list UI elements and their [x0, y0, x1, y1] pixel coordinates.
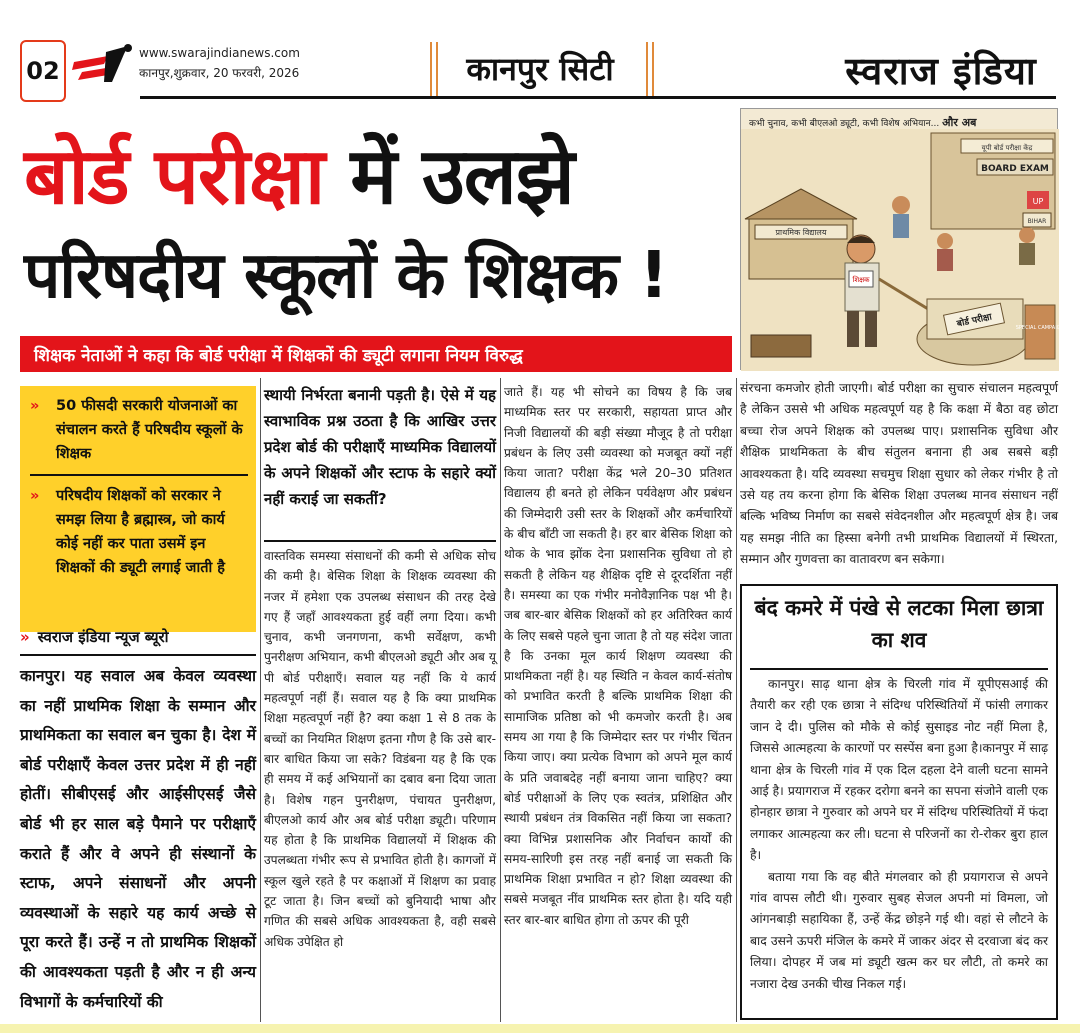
cartoon-illustration	[741, 109, 1065, 371]
swaraj-logo-icon	[68, 42, 134, 86]
article-column-2	[264, 382, 496, 1022]
side-news-paragraph: बताया गया कि वह बीते मंगलवार को ही प्रयागराज से अपने गांव वापस लौटी थी। गुरुवार सुबह सेजल अपनी मां विमला, जो आंगनबाड़ी सहायिका हैं, उन्हें केंद्र छोड़ने गई थी। वहां से लौटने के बाद उसने ऊपरी मंजिल के कमरे में जाकर अंदर से दरवाजा बंद कर लिया। दोपहर में जब मां ड्यूटी खत्म कर घर लौटी, तो कमरे का नजारा देख उनकी चीख निकल गई।	[750, 869, 1048, 991]
side-news-headline: बंद कमरे में पंखे से लटका मिला छात्रा का शव	[754, 596, 1044, 652]
highlight-item: » 50 फीसदी सरकारी योजनाओं का संचालन करते हैं परिषदीय स्कूलों के शिक्षक	[30, 394, 248, 466]
side-news-box	[740, 584, 1058, 1020]
bottom-strip	[0, 1024, 1080, 1033]
article-column-4	[740, 378, 1058, 578]
divider	[430, 42, 432, 98]
page-number: 02	[20, 40, 66, 102]
dateline: कानपुर,शुक्रवार, 20 फरवरी, 2026	[139, 66, 300, 80]
newspaper-brand: स्वराज इंडिया	[845, 49, 1037, 93]
divider	[436, 42, 438, 98]
column-2-body: वास्तविक समस्या संसाधनों की कमी से अधिक सोच की कमी है। बेसिक शिक्षा के शिक्षक व्यवस्था की नजर में हमेशा एक उपलब्ध संसाधन की तरह देखे गए हैं जहाँ आवश्यकता हुई वहीं लगा दिया। कभी चुनाव, कभी जनगणना, कभी सर्वेक्षण, कभी पुनरीक्षण अभियान, कभी बीएलओ ड्यूटी और अब यू पी बोर्ड परीक्षाएँ। सवाल यह नहीं कि ये कार्य महत्वपूर्ण नहीं हैं। सवाल यह है कि क्या प्राथमिक शिक्षा महत्वपूर्ण नहीं है? क्या कक्षा 1 से 8 तक के बच्चों का नियमित शिक्षण इतना गौण है कि उसे बार-बार बाधित किया जा सके? विडंबना यह है कि एक ही समय में कई अभियानों का दबाव बना दिया जाता है। विशेष गहन पुनरीक्षण, पंचायत पुनरीक्षण, बीएलओ कार्य और अब बोर्ड परीक्षा ड्यूटी। परिणाम यह होता है कि प्राथमिक विद्यालयों में शिक्षक की उपलब्धता गंभीर रूप से प्रभावित होती है। कागजों में स्कूल खुले रहते है पर कक्षाओं में शिक्षण का प्रवाह टूट जाता है। जिन बच्चों को बुनियादी भाषा और गणित की सबसे अधिक आवश्यकता है, वही सबसे अधिक उपेक्षित हो	[264, 549, 496, 949]
highlight-item: » परिषदीय शिक्षकों को सरकार ने समझ लिया है ब्रह्मास्त्र, जो कार्य कोई नहीं कर पाता उसमें इन शिक्षकों की ड्यूटी लगाई जाती है	[30, 484, 248, 580]
byline: » स्वराज इंडिया न्यूज ब्यूरो	[20, 628, 169, 646]
cartoon-label-up: UP	[1032, 197, 1044, 206]
article-column-3	[504, 382, 732, 1022]
lead-paragraph: कानपुर। यह सवाल अब केवल व्यवस्था का नहीं प्राथमिक शिक्षा के सम्मान और प्राथमिकता का सवाल बन चुका है। देश में बोर्ड परीक्षाएँ केवल उत्तर प्रदेश में ही नहीं होतीं। सीबीएसई और आईसीएसई जैसे बोर्ड भी हर साल बड़े पैमाने पर परीक्षाएँ कराते हैं और वे अपने ही संस्थानों के स्टाफ, अपने संसाधनों और अपनी व्यवस्थाओं के सहारे यह कार्य अच्छे से पूरा करते हैं। उन्हें न तो प्राथमिक शिक्षकों की आवश्यकता पड़ती है और न ही अन्य विभागों के कर्मचारियों की	[20, 667, 256, 1011]
divider	[20, 654, 256, 656]
cartoon-label-board-exam: BOARD EXAM	[981, 164, 1049, 174]
editorial-cartoon	[740, 108, 1065, 370]
city-section-title: कानपुर सिटी	[466, 49, 614, 88]
headline-red-part: बोर्ड परीक्षा	[24, 132, 325, 222]
column-3-body: जाते हैं। यह भी सोचने का विषय है कि जब माध्यमिक स्तर पर सरकारी, सहायता प्राप्त और निजी विद्यालयों की बड़ी संख्या मौजूद है तो परीक्षा प्रबंधन के लिए उसी व्यवस्था को मजबूत क्यों नहीं किया जाता? परीक्षा केंद्र भले 20–30 प्रतिशत विद्यालय ही बनते हो लेकिन पर्यवेक्षण और प्रबंधन की जिम्मेदारी उसी स्तर के शिक्षकों और कर्मचारियों के बीच बाँटी जा सकती है। हर बार बेसिक शिक्षा को थोक के भाव झोंक देना प्रशासनिक सुविधा तो हो सकती है लेकिन यह शैक्षिक दृष्टि से दूरदर्शिता नहीं है। समस्या का एक गंभीर मनोवैज्ञानिक पक्ष भी है। जब बार-बार बेसिक शिक्षकों को हर अतिरिक्त कार्य के लिए सबसे पहले चुना जाता है तो यह संदेश जाता है कि उनका मूल कार्य शिक्षण व्यवस्था की प्राथमिकता नहीं है। यह स्थिति न केवल कार्य-संतोष को प्रभावित करती है बल्कि प्राथमिक शिक्षा की सामाजिक प्रतिष्ठा को भी कमजोर करती है। अब समय आ गया है कि जिम्मेदार स्तर पर गंभीर चिंतन किया जाए। क्या प्रत्येक विभाग को अपने मूल कार्य के प्रति जवाबदेह नहीं बनाया जाना चाहिए? क्या बोर्ड परीक्षाओं के लिए एक स्वतंत्र, प्रशिक्षित और स्थायी प्रबंधन तंत्र विकसित नहीं किया जा सकता? क्या विभिन्न प्रशासनिक और निर्वाचन कार्यों की समय-सारिणी इस तरह नहीं बनाई जा सकती कि प्राथमिक शिक्षा प्रभावित न हो? शिक्षा व्यवस्था की सबसे मजबूत नींव प्राथमिक स्तर होता है। यदि यही स्तर बार-बार बाधित होगा तो ऊपर की पूरी	[504, 385, 732, 927]
cartoon-label-special: SPECIAL CAMPAIGN	[1015, 325, 1065, 331]
side-news-paragraph: कानपुर। साढ़ थाना क्षेत्र के चिरली गांव में यूपीएसआई की तैयारी कर रही एक छात्रा ने संदिग्ध परिस्थितियों में फांसी लगाकर जान दे दी। पुलिस को मौके से कोई सुसाइड नोट नहीं मिला है, जिससे आत्महत्या के कारणों पर सस्पेंस बना हुआ है।कानपुर में साढ़ थाना क्षेत्र के चिरली गांव में एक दिल दहला देने वाली घटना सामने आई है। प्रयागराज में रहकर दरोगा बनने का सपना संजोने वाली एक होनहार छात्रा ने गुरुवार को अपने घर में संदिग्ध परिस्थितियों में फंदा लगाकर आत्महत्या कर ली। घटना से परिजनों का रो-रोकर बुरा हाल है।	[750, 677, 1048, 863]
masthead	[0, 0, 1080, 110]
double-chevron-icon: »	[30, 398, 40, 414]
main-headline-line2: परिषदीय स्कूलों के शिक्षक !	[24, 239, 668, 313]
divider	[750, 668, 1048, 670]
cartoon-caption: कभी चुनाव, कभी बीएलओ ड्यूटी, कभी विशेष अभियान... और अब	[749, 116, 977, 129]
side-news-body	[750, 674, 1048, 1014]
column-divider	[736, 378, 737, 1022]
headline-black-part: में	[324, 132, 423, 222]
column-divider	[260, 378, 261, 1022]
divider	[646, 42, 648, 98]
divider	[30, 474, 248, 476]
site-url: www.swarajindianews.com	[139, 46, 300, 60]
column-divider	[500, 378, 501, 1022]
red-strap-subheadline: शिक्षक नेताओं ने कहा कि बोर्ड परीक्षा में शिक्षकों की ड्यूटी लगाना नियम विरुद्ध	[20, 336, 732, 372]
cartoon-label-bundle: बोर्ड परीक्षा	[956, 312, 993, 330]
double-chevron-icon: »	[20, 628, 30, 646]
masthead-rule	[140, 96, 1056, 99]
main-headline-line1	[24, 118, 734, 236]
cartoon-label-school: प्राथमिक विद्यालय	[775, 228, 827, 237]
column-4-body: संरचना कमजोर होती जाएगी। बोर्ड परीक्षा का सुचारु संचालन महत्वपूर्ण है लेकिन उससे भी अधिक महत्वपूर्ण यह है कि कक्षा में बैठा वह छोटा बच्चा रोज अपने शिक्षक को उपलब्ध पाए। प्रशासनिक सुविधा और शैक्षिक प्राथमिकता के बीच संतुलन बनाना ही अब सबसे बड़ी आवश्यकता है। यदि व्यवस्था सचमुच शिक्षा सुधार को लेकर गंभीर है तो उसे यह तय करना होगा कि बेसिक शिक्षा उपलब्ध मानव संसाधन नहीं बल्कि भविष्य निर्माण का सबसे संवेदनशील और महत्वपूर्ण क्षेत्र है। जब यह समझ नीति का हिस्सा बनेगी तभी प्राथमिक विद्यालयों में स्थिरता, सम्मान और गुणवत्ता का वातावरण बन सकेगा।	[740, 381, 1058, 567]
double-chevron-icon: »	[30, 488, 40, 504]
highlights-box	[20, 386, 256, 632]
cartoon-label-exam-center: यूपी बोर्ड परीक्षा केंद्र	[981, 144, 1033, 152]
divider	[264, 540, 496, 542]
column-2-intro: स्थायी निर्भरता बनानी पड़ती है। ऐसे में यह स्वाभाविक प्रश्न उठता है कि आखिर उत्तर प्रदेश बोर्ड की परीक्षाएँ माध्यमिक विद्यालयों के अपने शिक्षकों और स्टाफ के सहारे क्यों नहीं कराई जा सकतीं?	[264, 386, 496, 508]
headline-red-part-2: उलझे	[422, 132, 574, 222]
cartoon-label-teacher: शिक्षक	[852, 276, 870, 284]
divider	[652, 42, 654, 98]
cartoon-label-bihar: BIHAR	[1027, 218, 1047, 225]
